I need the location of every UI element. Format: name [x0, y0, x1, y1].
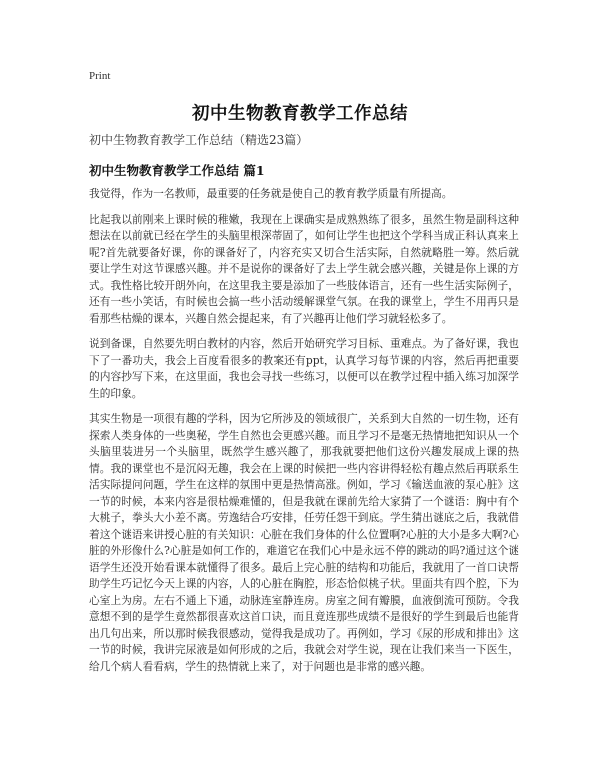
- paragraph: 比起我以前刚来上课时候的稚嫩，我现在上课确实是成熟熟练了很多，虽然生物是副科这种想法在以前就已经在学生的头脑里根深蒂固了，如何让学生也把这个学科当成正科认真来上呢?首先就要备好课，你的课备好了，内容充实又切合生活实际，自然就略胜一筹。然后就要让学生对这节课感兴趣。并不是说你的课备好了去上学生就会感兴趣，关键是你上课的方式。我性格比较开朗外向，在这里我主要是添加了一些肢体语言，还有一些生活实际例子，还有一些小笑话，有时候也会搞一些小活动缓解课堂气氛。在我的课堂上，学生不用再只是看那些枯燥的课本，兴趣自然会提起来，有了兴趣再让他们学习就轻松多了。: [89, 212, 519, 325]
- print-link[interactable]: Print: [89, 70, 111, 82]
- paragraph: 说到备课，自然要先明白教材的内容，然后开始研究学习目标、重难点。为了备好课，我也下了一番功夫，我会上百度看很多的教案还有ppt，认真学习每节课的内容，然后再把重要的内容抄写下来，在这里面，我也会寻找一些练习，以便可以在教学过程中插入练习加深学生的印象。: [89, 337, 519, 400]
- section-heading: 初中生物教育教学工作总结 篇1: [89, 163, 265, 178]
- paragraph: 我觉得，作为一名教师，最重要的任务就是使自己的教育教学质量有所提高。: [89, 187, 453, 200]
- document-subtitle: 初中生物教育教学工作总结（精选23篇）: [89, 133, 309, 147]
- paragraph: 其实生物是一项很有趣的学科，因为它所涉及的领域很广，关系到大自然的一切生物，还有探索人类身体的一些奥秘，学生自然也会更感兴趣。而且学习不是毫无热情地把知识从一个头脑里装进另一个头脑里，既然学生感兴趣了，那我就要把他们这份兴趣发展成上课的热情。我的课堂也不是沉闷无趣，我会在上课的时候把一些内容讲得轻松有趣点然后再联系生活实际提问问题，学生在这样的氛围中更是热情高涨。例如，学习《输送血液的泵心脏》这一节的时候，本来内容是很枯燥难懂的，但是我就在课前先给大家猜了一个谜语：胸中有个大桃子，拳头大小差不离。劳逸结合巧安排，任劳任怨干到底。学生猜出谜底之后，我就借着这个谜语来讲授心脏的有关知识：心脏在我们身体的什么位置啊?心脏的大小是多大啊?心脏的外形像什么?心脏是如何工作的，难道它在我们心中是永远不停的跳动的吗?通过这个谜语学生还没开始看课本就懂得了很多。最后上完心脏的结构和功能后，我就用了一首口诀帮助学生巧记忆今天上课的内容，人的心脏在胸腔，形态恰似桃子状。里面共有四个腔，下为心室上为房。左右不通上下通，动脉连室静连房。房室之间有瓣膜，血液倒流可预防。令我意想不到的是学生竟然都很喜欢这首口诀，而且竟连那些成绩不是很好的学生到最后也能背出几句出来，所以那时候我很感动，觉得我是成功了。再例如，学习《尿的形成和排出》这一节的时候，我讲完尿液是如何形成的之后，我就会对学生说，现在让我们来当一下医生，给几个病人看看病，学生的热情就上来了，对于问题也是非常的感兴趣。: [89, 412, 519, 673]
- article-body: [89, 186, 519, 684]
- document-title: 初中生物教育教学工作总结: [192, 104, 408, 124]
